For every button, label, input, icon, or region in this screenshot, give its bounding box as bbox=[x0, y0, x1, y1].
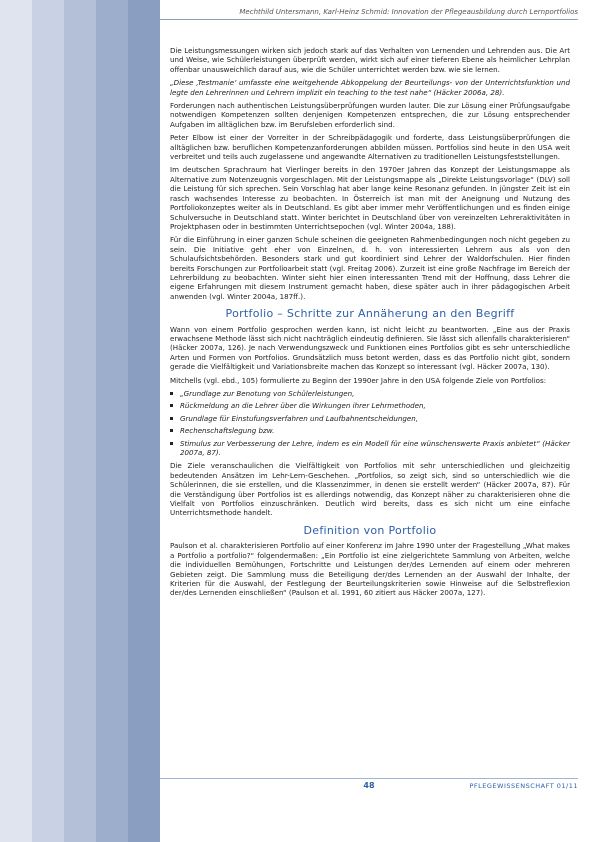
running-head: Mechthild Untersmann, Karl-Heinz Schmid: Innovation der Pflegeausbildung durch Lernportfolios bbox=[160, 8, 578, 20]
article-body bbox=[170, 46, 570, 602]
stripe bbox=[128, 0, 160, 842]
decorative-side-stripes bbox=[0, 0, 160, 842]
page bbox=[160, 0, 578, 842]
paragraph: Mitchells (vgl. ebd., 105) formulierte zu Beginn der 1990er Jahre in den USA folgende Ziele von Portfolios: bbox=[170, 375, 547, 385]
paragraph: Forderungen nach authentischen Leistungsüberprüfungen wurden lauter. Die zur Lösung einer Prüfungsaufgabe notwendigen Kompetenzen sollten denjenigen Kompetenzen entsprechen, die zur Lösung entsprechender Aufgaben im alltäglichen bzw. im Berufsleben erforderlich sind. bbox=[170, 101, 570, 129]
section-heading: Portfolio – Schritte zur Annäherung an den Begriff bbox=[225, 307, 515, 321]
section-heading: Definition von Portfolio bbox=[303, 523, 437, 537]
list-item: „Grundlage zur Benotung von Schülerleistungen, bbox=[170, 389, 570, 398]
list-item: Stimulus zur Verbesserung der Lehre, indem es ein Modell für eine wünschenswerte Praxis anbietet“ (Häcker 2007a, 87). bbox=[170, 439, 570, 458]
stripe bbox=[64, 0, 96, 842]
page-number: 48 bbox=[363, 781, 375, 790]
paragraph: Die Leistungsmessungen wirken sich jedoch stark auf das Verhalten von Lernenden und Lehrenden aus. Die Art und Weise, wie Schülerleistungen überprüft werden, wirkt sich auf einer tieferen Ebene als heimlicher Lehrplan offenbar unausweichlich darauf aus, wie die Schüler unterrichtet werden bzw. wie sie lernen. bbox=[170, 46, 570, 74]
paragraph: Peter Elbow ist einer der Vorreiter in der Schreibpädagogik und forderte, dass Leistungsüberprüfungen die alltäglichen bzw. beruflichen Kompetenzanforderungen abbilden müssen. Portfolios sind heute in den USA weit verbreitet und teils auch zugelassene und angewandte Alternativen zu traditionellen Leistungsfeststellungen. bbox=[170, 133, 570, 162]
page-footer bbox=[160, 778, 578, 795]
paragraph: Wann von einem Portfolio gesprochen werden kann, ist nicht leicht zu beantworten. „Eine aus der Praxis erwachsene Methode lässt sich nicht nachträglich eindeutig definieren. Sie lässt sich allenfalls charakterisieren“ (Häcker 2007a, 126). Je nach Verwendungszweck und Funktionen eines Portfolios gibt es sehr unterschiedliche Arten und Formen von Portfolios. Grundsätzlich muss betont werden, dass es das Portfolio nicht gibt, sondern gerade die Vielfältigkeit und Variationsbreite machen das Konzept so interessant (vgl. Häcker 2007a, 130). bbox=[170, 324, 570, 372]
bullet-icon bbox=[170, 392, 173, 395]
paragraph: Für die Einführung in einer ganzen Schule scheinen die geeigneten Rahmenbedingungen noch nicht gegeben zu sein. Die Initiative geht eher von Einzelnen, d. h. von interessierten Lehrern aus als von den Schulaufsichtsbehörden. Besonders stark und gut koordiniert sind Lehrer der Waldorfschulen. Hier finden bereits Forschungen zur Portfolioarbeit statt (vgl. Freitag 2006). Zurzeit ist eine große Nachfrage im Bereich der Lehrerbildung zu beobachten. Winter sieht hier einen interessanten Trend mit der Hoffnung, dass Lehrer die eigene Erfahrungen mit diesem Instrument gemacht haben, diese später auch in ihrer pädagogischen Arbeit anwenden (vgl. Winter 2004a, 187ff.). bbox=[170, 235, 570, 301]
stripe bbox=[96, 0, 128, 842]
list-item: Rückmeldung an die Lehrer über die Wirkungen ihrer Lehrmethoden, bbox=[170, 401, 570, 410]
goals-list bbox=[170, 389, 570, 457]
paragraph: Paulson et al. charakterisieren Portfolio auf einer Konferenz im Jahre 1990 unter der Fragestellung „What makes a Portfolio a portfolio?“ folgendermaßen: „Ein Portfolio ist eine zielgerichtete Sammlung von Arbeiten, welche die individuellen Bemühungen, Fortschritte und Leistungen der/des Lernenden auf einem oder mehreren Gebieten zeigt. Die Sammlung muss die Beteiligung der/des Lernenden an der Auswahl der Inhalte, der Kriterien für die Auswahl, der Festlegung der Beurteilungskriterien sowie Hinweise auf die Selbstreflexion der/des Lernenden einschließen“ (Paulson et al. 1991, 60 zitiert aus Häcker 2007a, 127). bbox=[170, 541, 570, 598]
stripe bbox=[0, 0, 32, 842]
list-item: Grundlage für Einstufungsverfahren und Laufbahnentscheidungen, bbox=[170, 414, 570, 423]
bullet-icon bbox=[170, 442, 173, 445]
stripe bbox=[32, 0, 64, 842]
journal-name: PFLEGEWISSENSCHAFT 01/11 bbox=[469, 782, 578, 790]
paragraph: Im deutschen Sprachraum hat Vierlinger bereits in den 1970er Jahren das Konzept der Leistungsmappe als Alternative zum Notenzeugnis vorgeschlagen. Mit der Leistungsmappe als „Direkte Leistungsvorlage“ (DLV) soll die Leistung für sich sprechen. Sein Vorschlag hat aber lange keine Resonanz gefunden. In jüngster Zeit ist ein rasch wachsendes Interesse zu beobachten. In Österreich ist man mit der Aneignung und Nutzung des Portfoliokonzeptes weiter als in Deutschland. Es gibt aber immer mehr Veröffentlichungen und es finden einige Schulversuche in Deutschland statt. Winter berichtet in Deutschland über von vereinzelten Lehreraktivitäten in Projektphasen oder in bestimmten Unterrichtsepochen (vgl. Winter 2004a, 188). bbox=[170, 165, 570, 231]
paragraph: Die Ziele veranschaulichen die Vielfältigkeit von Portfolios mit sehr unterschiedlichen und gleichzeitig bedeutenden Ansätzen im Lehr-Lern-Geschehen. „Portfolios, so zeigt sich, sind so unterschiedlich wie die Schülerinnen, die sie erstellen, und die Klassenzimmer, in denen sie erstellt werden“ (Häcker 2007a, 87). Für die Verständigung über Portfolios ist es allerdings notwendig, das Konzept näher zu charakterisieren ohne die Vielfalt von Portfolios einzuschränken. Deutlich wird bereits, dass es sich nicht um eine einfache Unterrichtsmethode handelt. bbox=[170, 461, 570, 518]
bullet-icon bbox=[170, 404, 173, 407]
bullet-icon bbox=[170, 417, 173, 420]
quote-paragraph: „Diese ‚Testmanie’ umfasste eine weitgehende Abkoppelung der Beurteilungs- von der Unterrichtsfunktion und legte den Lehrerinnen und Lehrern implizit ein teaching to the test nahe“ (Häcker 2006a, 28). bbox=[170, 78, 570, 97]
bullet-icon bbox=[170, 429, 173, 432]
list-item: Rechenschaftslegung bzw. bbox=[170, 426, 570, 435]
